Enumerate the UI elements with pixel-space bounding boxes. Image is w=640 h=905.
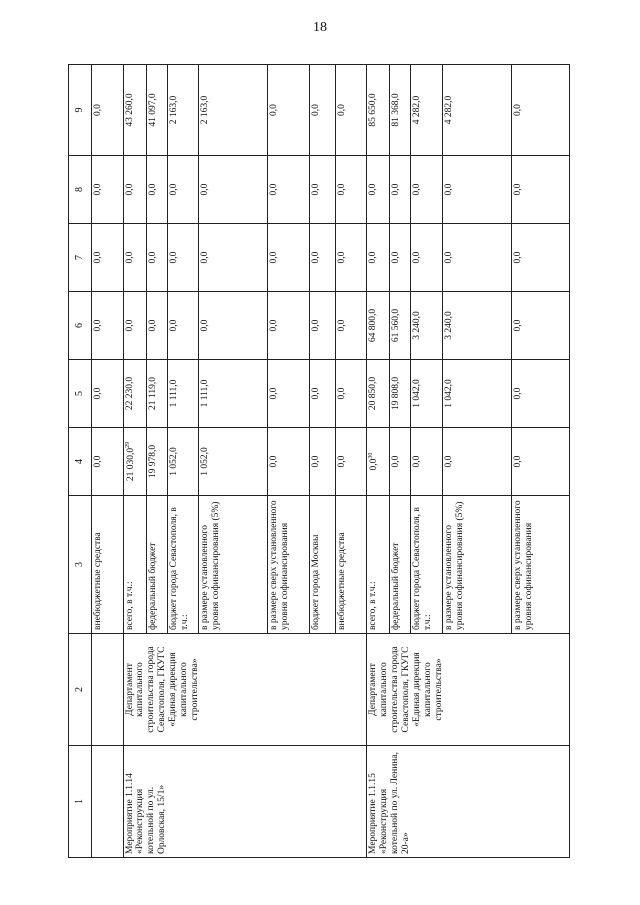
value-cell: 0,0 [411, 156, 443, 224]
value-cell: 0,0 [123, 292, 146, 360]
empty-cell [92, 746, 124, 858]
value-cell [390, 428, 411, 496]
col-header: 7 [69, 224, 92, 292]
value-cell [442, 428, 511, 496]
table-body [92, 65, 570, 858]
event-name: Мероприятие 1.1.14 «Реконструкция котельной по ул. Орловская, 15/1» [123, 746, 367, 858]
funding-source: внебюджетные средства [92, 496, 124, 634]
value-cell: 0,0 [92, 224, 124, 292]
value-cell: 0,0 [268, 224, 310, 292]
value-cell: 0,0 [310, 224, 335, 292]
value-cell: 22 230,0 [123, 360, 146, 428]
value-cell: 0,0 [512, 360, 570, 428]
footnote-marker: 30 [368, 452, 375, 459]
value-text: 19 978,0 [147, 444, 158, 479]
value-cell [268, 428, 310, 496]
header-row [69, 65, 92, 858]
value-cell: 0,0 [512, 292, 570, 360]
value-cell: 0,0 [390, 224, 411, 292]
value-cell: 0,0 [442, 224, 511, 292]
value-text: 1 052,0 [168, 447, 179, 476]
value-cell: 61 560,0 [390, 292, 411, 360]
value-cell: 21 119,0 [146, 360, 167, 428]
value-cell: 19 808,0 [390, 360, 411, 428]
value-cell: 0,0 [92, 428, 124, 496]
value-cell: 0,0 [310, 360, 335, 428]
value-cell: 41 097,0 [146, 65, 167, 156]
value-cell: 0,0 [92, 156, 124, 224]
value-cell: 0,0 [367, 224, 390, 292]
empty-cell [92, 634, 124, 746]
value-cell: 0,0 [335, 65, 367, 156]
value-cell [310, 428, 335, 496]
col-header: 3 [69, 496, 92, 634]
table-row [123, 65, 146, 858]
value-cell: 0,0 [268, 65, 310, 156]
funding-source: всего, в т.ч.: [123, 496, 146, 634]
value-cell [199, 428, 268, 496]
value-cell: 1 111,0 [199, 360, 268, 428]
col-header: 6 [69, 292, 92, 360]
value-cell: 0,0 [512, 156, 570, 224]
funding-source: в размере сверх установленного уровня софинансирования [268, 496, 310, 634]
value-cell: 0,0 [367, 156, 390, 224]
col-header: 2 [69, 634, 92, 746]
value-cell: 0,0 [268, 292, 310, 360]
value-cell: 0,0 [310, 65, 335, 156]
value-cell [123, 428, 146, 496]
value-cell: 3 240,0 [411, 292, 443, 360]
page-number: 18 [313, 20, 327, 35]
value-text: 0,0 [311, 455, 322, 468]
funding-source: в размере установленного уровня софинансирования (5%) [442, 496, 511, 634]
value-cell: 43 260,0 [123, 65, 146, 156]
value-cell [167, 428, 199, 496]
value-cell: 1 042,0 [411, 360, 443, 428]
value-cell [367, 428, 390, 496]
value-cell: 0,0 [92, 292, 124, 360]
value-cell [146, 428, 167, 496]
value-text: 0,0 [513, 455, 524, 468]
col-header: 8 [69, 156, 92, 224]
value-cell: 0,0 [146, 224, 167, 292]
value-cell: 1 111,0 [167, 360, 199, 428]
value-cell: 0,0 [199, 224, 268, 292]
value-cell: 0,0 [199, 156, 268, 224]
funding-source: федеральный бюджет [146, 496, 167, 634]
funding-source: в размере сверх установленного уровня софинансирования [512, 496, 570, 634]
value-cell: 0,0 [390, 156, 411, 224]
funding-table [68, 64, 570, 858]
footnote-marker: 29 [124, 441, 131, 448]
value-text: 0,0 [443, 455, 454, 468]
value-cell: 4 282,0 [411, 65, 443, 156]
table-row [367, 65, 390, 858]
value-text: 0,0 [269, 455, 280, 468]
value-cell: 4 282,0 [442, 65, 511, 156]
rotated-table-container [68, 65, 570, 858]
value-cell: 85 650,0 [367, 65, 390, 156]
table-row [92, 65, 124, 858]
value-cell: 0,0 [310, 156, 335, 224]
value-cell: 0,0 [335, 224, 367, 292]
value-cell [335, 428, 367, 496]
col-header: 9 [69, 65, 92, 156]
value-cell: 0,0 [167, 224, 199, 292]
value-cell: 0,0 [268, 360, 310, 428]
value-cell: 0,0 [268, 156, 310, 224]
value-cell: 81 368,0 [390, 65, 411, 156]
value-text: 21 030,0 [125, 447, 136, 482]
event-name: Мероприятие 1.1.15 «Реконструкция котельной по ул. Ленина, 20-а» [367, 746, 570, 858]
value-cell: 1 042,0 [442, 360, 511, 428]
value-cell: 0,0 [123, 156, 146, 224]
value-cell: 2 163,0 [199, 65, 268, 156]
value-cell [411, 428, 443, 496]
value-cell: 0,0 [512, 224, 570, 292]
value-cell [512, 428, 570, 496]
value-cell: 0,0 [92, 65, 124, 156]
value-text: 0,0 [412, 455, 423, 468]
value-cell: 0,0 [335, 292, 367, 360]
value-cell: 0,0 [146, 156, 167, 224]
value-cell: 0,0 [167, 156, 199, 224]
funding-source: федеральный бюджет [390, 496, 411, 634]
executor: Департамент капитального строительства города Севастополя, ГКУГС «Единая дирекция капитального строительства» [367, 634, 570, 746]
value-cell: 0,0 [123, 224, 146, 292]
value-text: 1 052,0 [200, 447, 211, 476]
funding-source: внебюджетные средства [335, 496, 367, 634]
value-cell: 0,0 [411, 224, 443, 292]
value-text: 0,0 [369, 458, 380, 471]
funding-source: всего, в т.ч.: [367, 496, 390, 634]
value-cell: 20 850,0 [367, 360, 390, 428]
col-header: 1 [69, 746, 92, 858]
funding-source: бюджет города Севастополя, в т.ч.: [167, 496, 199, 634]
value-cell: 2 163,0 [167, 65, 199, 156]
value-cell: 0,0 [167, 292, 199, 360]
value-cell: 0,0 [92, 360, 124, 428]
value-text: 0,0 [391, 455, 402, 468]
value-cell: 0,0 [335, 156, 367, 224]
value-cell: 0,0 [146, 292, 167, 360]
value-cell: 0,0 [335, 360, 367, 428]
value-cell: 0,0 [199, 292, 268, 360]
value-cell: 3 240,0 [442, 292, 511, 360]
value-cell: 0,0 [512, 65, 570, 156]
col-header: 4 [69, 428, 92, 496]
value-text: 0,0 [336, 455, 347, 468]
funding-source: бюджет города Севастополя, в т.ч.: [411, 496, 443, 634]
funding-source: в размере установленного уровня софинансирования (5%) [199, 496, 268, 634]
executor: Департамент капитального строительства города Севастополя, ГКУГС «Единая дирекция капитального строительства» [123, 634, 367, 746]
funding-source: бюджет города Москвы [310, 496, 335, 634]
value-cell: 64 800,0 [367, 292, 390, 360]
col-header: 5 [69, 360, 92, 428]
value-cell: 0,0 [310, 292, 335, 360]
value-cell: 0,0 [442, 156, 511, 224]
